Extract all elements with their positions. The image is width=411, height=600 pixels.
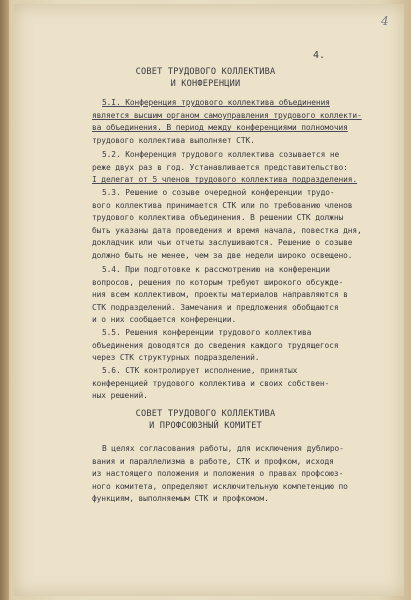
text-line: вопросов, решения по которым требуют широкого обсужде- — [92, 277, 344, 287]
text-line: объединения доводятся до сведения каждого трудящегося — [92, 340, 339, 350]
text-line: быть указаны дата проведения и время начала, повестка дня, — [92, 225, 362, 235]
text-line: 5.I. Конференция трудового коллектива объединения — [102, 98, 330, 107]
text-line: реже двух раз в год. Устанавливается представительство: — [92, 162, 348, 172]
text-line: ния всем коллективом, проекты материалов направляются в — [92, 290, 348, 300]
text-line: трудового коллектива выполняет СТК. — [92, 135, 255, 145]
section-title-line: И КОНФЕРЕНЦИИ — [170, 79, 241, 90]
text-line: 5.4. При подготовке к рассмотрению на конференции — [102, 265, 330, 274]
section-title-line: СОВЕТ ТРУДОВОГО КОЛЛЕКТИВА — [135, 67, 276, 77]
text-line: В целях согласования работы, для исключения дублиро- — [102, 444, 344, 453]
paragraph-5-3 — [92, 187, 364, 263]
paragraph-5-1 — [92, 97, 364, 147]
text-line: и о них сообщается конференции. — [92, 315, 237, 325]
paragraph-5-5 — [92, 327, 364, 365]
text-line: является высшим органом самоуправления трудового коллекти- — [92, 110, 362, 120]
paragraph-5-4 — [92, 264, 364, 327]
text-line: функциям, выполняемым СТК и профкомом. — [92, 494, 269, 504]
text-line: трудового коллектива объединения. В решении СТК должны — [92, 213, 344, 223]
page-number: 4. — [313, 50, 326, 61]
section-title-line: И ПРОФСОЮЗНЫЙ КОМИТЕТ — [149, 421, 262, 432]
text-line: докладчик или чьи отчеты заслушиваются. Решение о созыве — [92, 238, 353, 248]
text-line: СТК подразделений. Замечания и предложения обобщаются — [92, 302, 339, 312]
section-title-line: СОВЕТ ТРУДОВОГО КОЛЛЕКТИВА — [135, 409, 276, 419]
section-title — [0, 408, 411, 433]
text-line: ных решений. — [92, 391, 148, 401]
paragraph-5-2 — [92, 149, 364, 187]
text-line: 5.6. СТК контролирует исполнение, принятых — [102, 366, 298, 375]
text-line: из настоящего положения и положения о правах профсоюз- — [92, 469, 344, 479]
text-line: 5.5. Решения конференции трудового коллектива — [102, 328, 312, 337]
paragraph-5-6 — [92, 365, 364, 403]
text-line: конференцией трудового коллектива и своих собствен- — [92, 378, 330, 388]
text-line: через СТК структурных подразделений. — [92, 353, 260, 363]
text-line: 5.2. Конференция трудового коллектива созывается не — [102, 150, 340, 159]
handwritten-page-mark: 4 — [381, 14, 389, 28]
text-line: ва объединения. В период между конференциями полномочия — [92, 123, 348, 133]
text-line: должно быть не менее, чем за две недели широко освещено. — [92, 250, 353, 260]
text-line: вого коллектива принимается СТК или по требованию членов — [92, 200, 353, 210]
text-line: I делегат от 5 членов трудового коллектива подразделения. — [92, 175, 358, 185]
paragraph-stk-profkom — [92, 443, 364, 506]
section-title — [0, 66, 411, 91]
text-line: 5.3. Решение о созыве очередной конференции трудо- — [102, 188, 335, 197]
text-line: вания и параллелизма в работе, СТК и профком, исходя — [92, 456, 334, 466]
text-line: ного комитета, определяют исключительную компетенцию по — [92, 481, 348, 491]
